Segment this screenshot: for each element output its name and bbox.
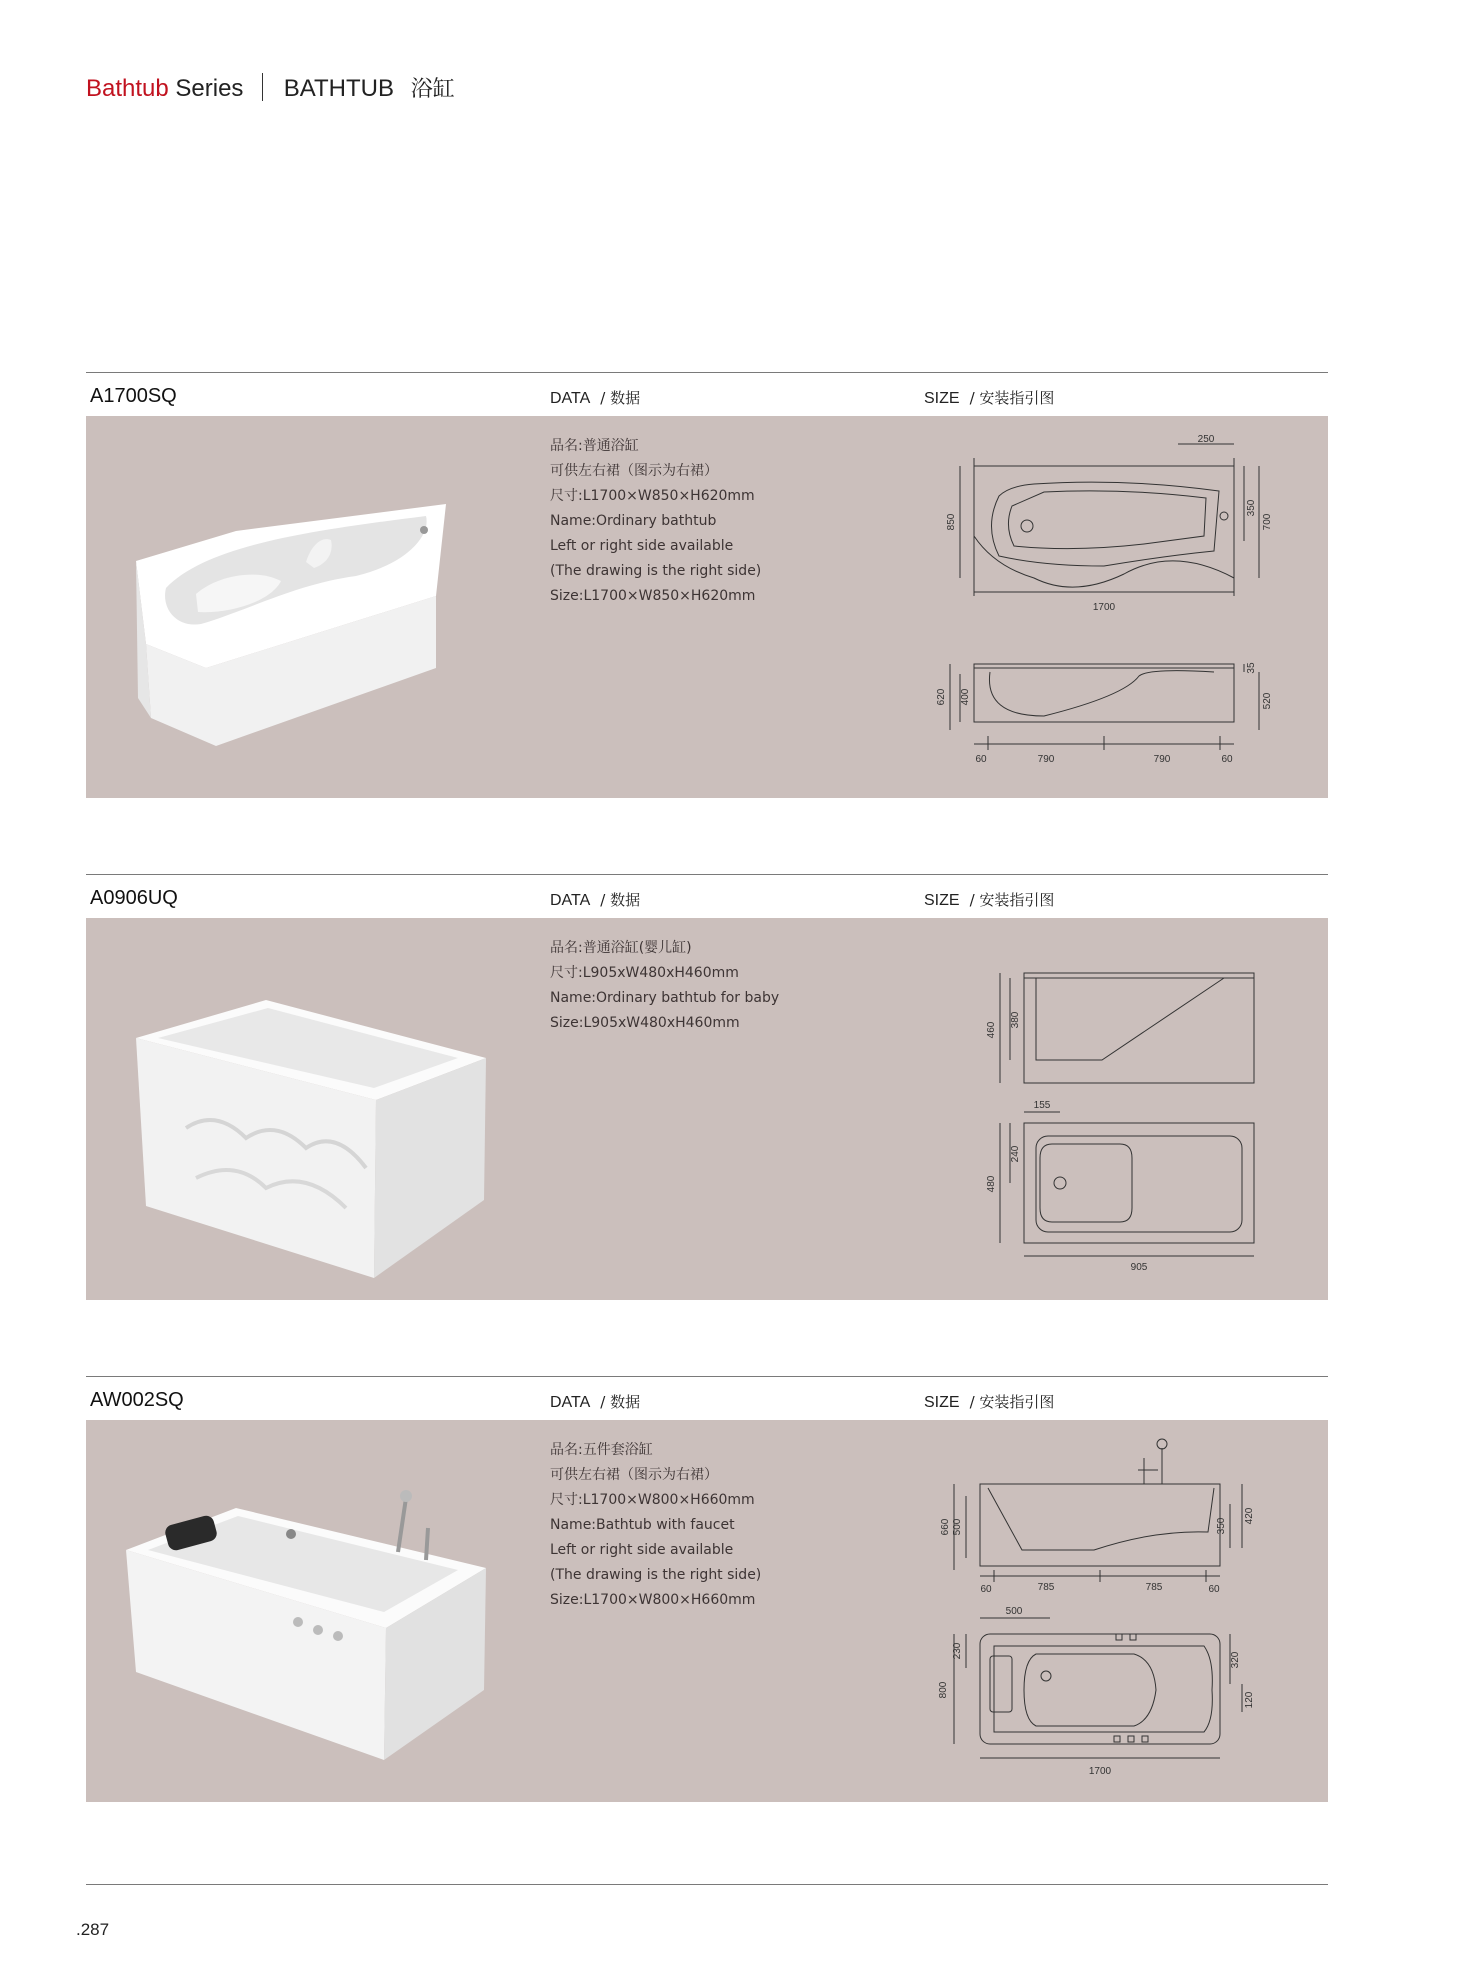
spec-line: Size:L1700×W800×H660mm [550,1592,756,1608]
spec-line: Name:Bathtub with faucet [550,1517,735,1533]
size-label: SIZE / 安装指引图 [924,1393,1055,1411]
footer-divider [86,1884,1328,1885]
spec-line: 品名:五件套浴缸 [550,1442,653,1458]
size-label: SIZE / 安装指引图 [924,891,1055,909]
page-header [86,72,455,103]
spec-line: 可供左右裙（图示为右裙） [550,1467,718,1483]
dim-label: 790 [1153,754,1171,765]
product-panel [86,1420,1328,1802]
dim-label: 35 [1246,662,1257,674]
header-series: Series [175,75,244,102]
dim-label: 250 [1197,434,1215,445]
spec-list [550,1438,870,1613]
spec-list [550,434,870,609]
data-label: DATA / 数据 [550,891,641,909]
dim-label: 785 [1037,1582,1055,1593]
dim-label: 60 [1208,1584,1220,1595]
dim-label: 500 [952,1518,963,1536]
dim-label: 400 [960,688,971,706]
installation-drawing [924,918,1324,1300]
dim-label: 420 [1244,1507,1255,1525]
dim-label: 1700 [1092,602,1116,613]
spec-line: Name:Ordinary bathtub for baby [550,990,780,1006]
dim-label: 240 [1010,1145,1021,1163]
bathtub-photo-icon [106,436,506,776]
product-panel [86,918,1328,1300]
spec-line: 可供左右裙（图示为右裙） [550,463,718,479]
spec-line: Name:Ordinary bathtub [550,513,717,529]
dim-label: 620 [936,688,947,706]
header-title-cn: 浴缸 [410,77,455,102]
dim-label: 460 [986,1021,997,1039]
dim-label: 60 [980,1584,992,1595]
dim-label: 905 [1130,1262,1148,1273]
dim-label: 480 [986,1175,997,1193]
product-code: AW002SQ [90,1389,184,1411]
dim-label: 155 [1033,1100,1051,1111]
header-title: BATHTUB [283,75,395,102]
dim-label: 380 [1010,1011,1021,1029]
dim-label: 1700 [1088,1766,1112,1777]
dim-label: 320 [1230,1651,1241,1669]
dim-label: 60 [1221,754,1233,765]
dim-label: 785 [1145,1582,1163,1593]
spec-line: Left or right side available [550,1542,734,1558]
spec-line: 尺寸:L1700×W850×H620mm [550,488,755,504]
dim-label: 500 [1005,1606,1023,1617]
dim-label: 120 [1244,1691,1255,1709]
dim-label: 230 [952,1642,963,1660]
page-number: .287 [76,1920,110,1939]
data-label: DATA / 数据 [550,1393,641,1411]
section-divider [86,874,1328,875]
installation-drawing [924,416,1324,798]
data-label: DATA / 数据 [550,389,641,407]
spec-line: 品名:普通浴缸(婴儿缸) [550,940,692,956]
product-panel [86,416,1328,798]
product-code: A0906UQ [90,887,178,909]
spec-line: Left or right side available [550,538,734,554]
installation-drawing [924,1420,1324,1802]
dim-label: 790 [1037,754,1055,765]
dim-label: 350 [1246,499,1257,517]
dim-label: 700 [1262,513,1273,531]
section-divider [86,372,1328,373]
spec-list [550,936,870,1036]
spec-line: 尺寸:L1700×W800×H660mm [550,1492,755,1508]
spec-line: Size:L1700×W850×H620mm [550,588,756,604]
spec-line: 品名:普通浴缸 [550,438,639,454]
dim-label: 660 [940,1518,951,1536]
dim-label: 350 [1216,1517,1227,1535]
bathtub-with-faucet-photo-icon [106,1440,506,1780]
header-brand: Bathtub [86,75,169,102]
spec-line: 尺寸:L905xW480xH460mm [550,965,739,981]
product-code: A1700SQ [90,385,177,407]
spec-line: (The drawing is the right side) [550,1567,762,1583]
spec-line: Size:L905xW480xH460mm [550,1015,740,1031]
dim-label: 850 [946,513,957,531]
dim-label: 60 [975,754,987,765]
dim-label: 520 [1262,692,1273,710]
section-divider [86,1376,1328,1377]
spec-line: (The drawing is the right side) [550,563,762,579]
dim-label: 800 [938,1681,949,1699]
baby-bathtub-photo-icon [106,938,506,1278]
header-divider [262,73,263,101]
size-label: SIZE / 安装指引图 [924,389,1055,407]
